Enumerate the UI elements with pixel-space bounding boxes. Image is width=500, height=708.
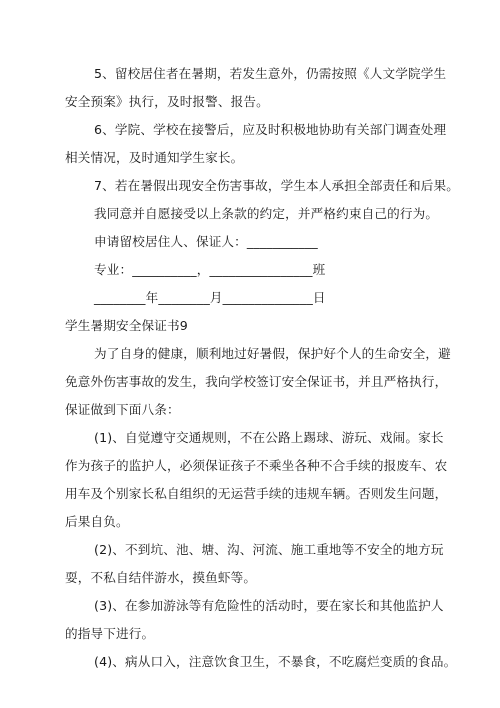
text-line: 5、留校居住者在暑期，若发生意外，仍需按照《人文学院学生 [94, 66, 447, 81]
text-line: 作为孩子的监护人，必须保证孩子不乘坐各种不合手续的报废车、农 [65, 458, 448, 473]
text-line: (3)、在参加游泳等有危险性的活动时，要在家长和其他监护人 [94, 598, 444, 613]
text-line: (4)、病从口入，注意饮食卫生，不暴食，不吃腐烂变质的食品。 [94, 654, 457, 669]
section-title: 学生暑期安全保证书9 [65, 318, 188, 333]
major-class-line: 专业：__________，________________班 [94, 262, 326, 277]
text-line: 相关情况，及时通知学生家长。 [65, 150, 244, 165]
date-line: ________年________月______________日 [94, 290, 326, 305]
text-line: 保证做到下面八条： [65, 402, 180, 417]
text-line: 7、若在暑假出现安全伤害事故，学生本人承担全部责任和后果。 [94, 178, 459, 193]
text-line: 用车及个别家长私自组织的无运营手续的违规车辆。否则发生问题， [65, 486, 448, 501]
text-line: (1)、自觉遵守交通规则，不在公路上踢球、游玩、戏闹。家长 [94, 430, 444, 445]
text-line: 免意外伤害事故的发生，我向学校签订安全保证书，并且严格执行， [65, 374, 448, 389]
text-line: 我同意并自愿接受以上条款的约定，并严格约束自己的行为。 [94, 206, 439, 221]
text-line: (2)、不到坑、池、塘、沟、河流、施工重地等不安全的地方玩 [94, 542, 444, 557]
text-line: 后果自负。 [65, 514, 129, 529]
text-line: 为了自身的健康，顺利地过好暑假，保护好个人的生命安全，避 [94, 346, 451, 361]
signature-line: 申请留校居住人、保证人：___________ [94, 234, 318, 249]
text-line: 的指导下进行。 [65, 626, 155, 641]
text-line: 耍，不私自结伴游水，摸鱼虾等。 [65, 570, 257, 585]
text-line: 安全预案》执行，及时报警、报告。 [65, 94, 269, 109]
text-line: 6、学院、学校在接警后，应及时积极地协助有关部门调查处理 [94, 122, 447, 137]
